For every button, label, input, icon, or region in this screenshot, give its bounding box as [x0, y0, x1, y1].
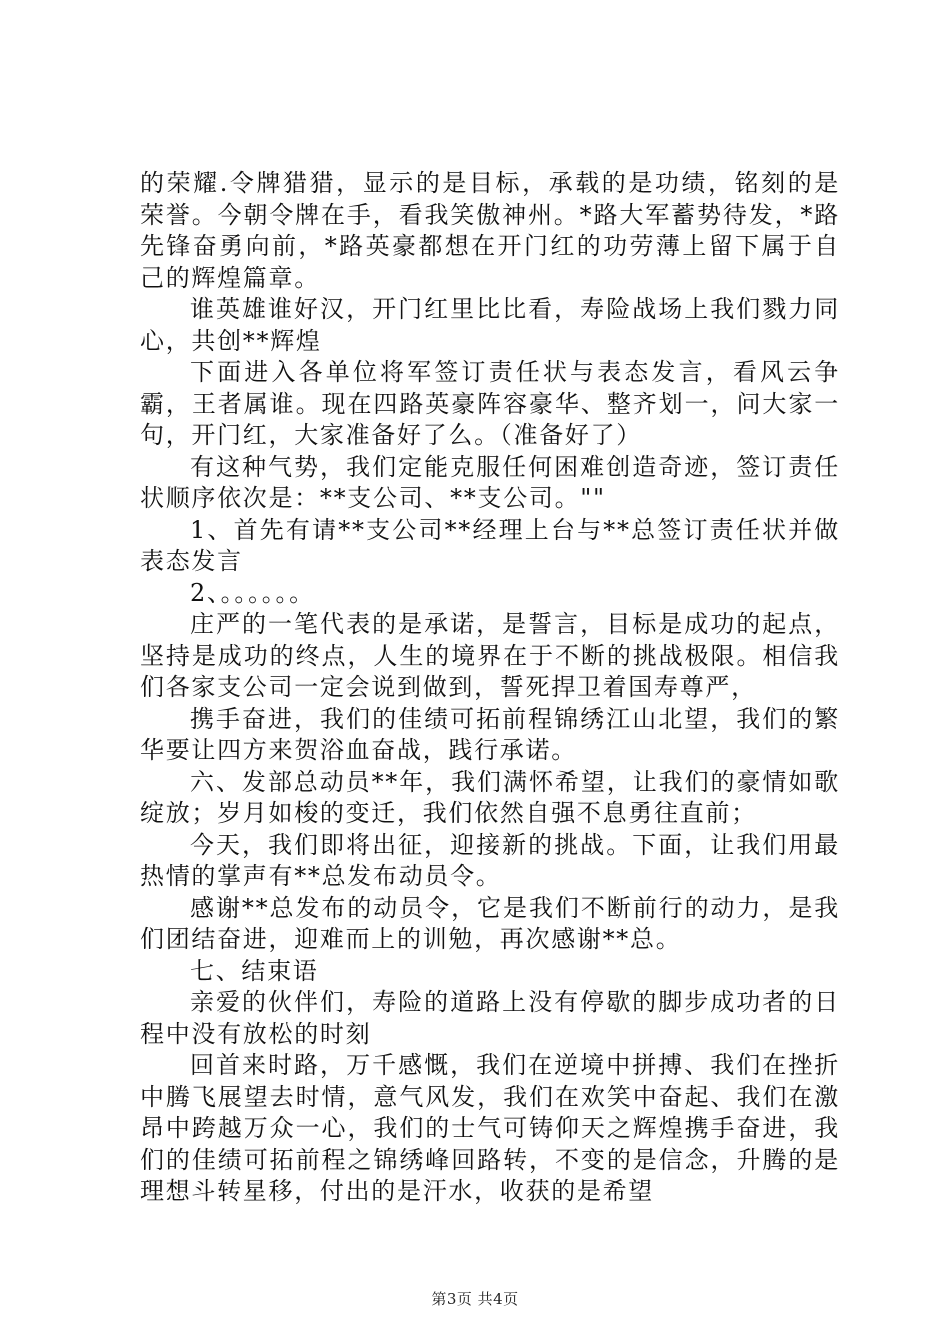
paragraph: 六、发部总动员**年，我们满怀希望，让我们的豪情如歌绽放；岁月如梭的变迁，我们依然自强不息勇往直前；	[140, 767, 840, 827]
paragraph: 回首来时路，万千感慨，我们在逆境中拼搏、我们在挫折中腾飞展望去时情，意气风发，我们在欢笑中奋起、我们在激昂中跨越万众一心，我们的士气可铸仰天之辉煌携手奋进，我们的佳绩可拓前程之锦绣峰回路转，不变的是信念，升腾的是理想斗转星移，付出的是汗水，收获的是希望	[140, 1051, 840, 1205]
paragraph: 的荣耀.令牌猎猎，显示的是目标，承载的是功绩，铭刻的是荣誉。今朝令牌在手，看我笑傲神州。*路大军蓄势待发，*路先锋奋勇向前，*路英豪都想在开门红的功劳薄上留下属于自己的辉煌篇章。	[140, 169, 840, 292]
paragraph: 谁英雄谁好汉，开门红里比比看，寿险战场上我们戮力同心，共创**辉煌	[140, 295, 840, 355]
page-number: 第3页 共4页	[431, 1290, 519, 1308]
paragraph: 感谢**总发布的动员令，它是我们不断前行的动力，是我们团结奋进，迎难而上的训勉，再次感谢**总。	[140, 893, 840, 953]
paragraph: 有这种气势，我们定能克服任何困难创造奇迹，签订责任状顺序依次是：**支公司、**支公司。""	[140, 452, 840, 512]
document-body	[140, 168, 840, 1208]
paragraph: 今天，我们即将出征，迎接新的挑战。下面，让我们用最热情的掌声有**总发布动员令。	[140, 830, 840, 890]
section-heading: 七、结束语	[190, 956, 319, 985]
paragraph: 1、首先有请**支公司**经理上台与**总签订责任状并做表态发言	[140, 515, 840, 575]
page-footer	[0, 1289, 950, 1309]
paragraph: 下面进入各单位将军签订责任状与表态发言，看风云争霸，王者属谁。现在四路英豪阵容豪华、整齐划一，问大家一句，开门红，大家准备好了么。（准备好了）	[140, 358, 840, 449]
paragraph: 庄严的一笔代表的是承诺，是誓言，目标是成功的起点，坚持是成功的终点，人生的境界在于不断的挑战极限。相信我们各家支公司一定会说到做到，誓死捍卫着国寿尊严，	[140, 610, 840, 701]
paragraph: 亲爱的伙伴们，寿险的道路上没有停歇的脚步成功者的日程中没有放松的时刻	[140, 988, 840, 1048]
paragraph: 2、。。。。。。	[190, 578, 315, 607]
paragraph: 携手奋进，我们的佳绩可拓前程锦绣江山北望，我们的繁华要让四方来贺浴血奋战，践行承诺。	[140, 704, 840, 764]
